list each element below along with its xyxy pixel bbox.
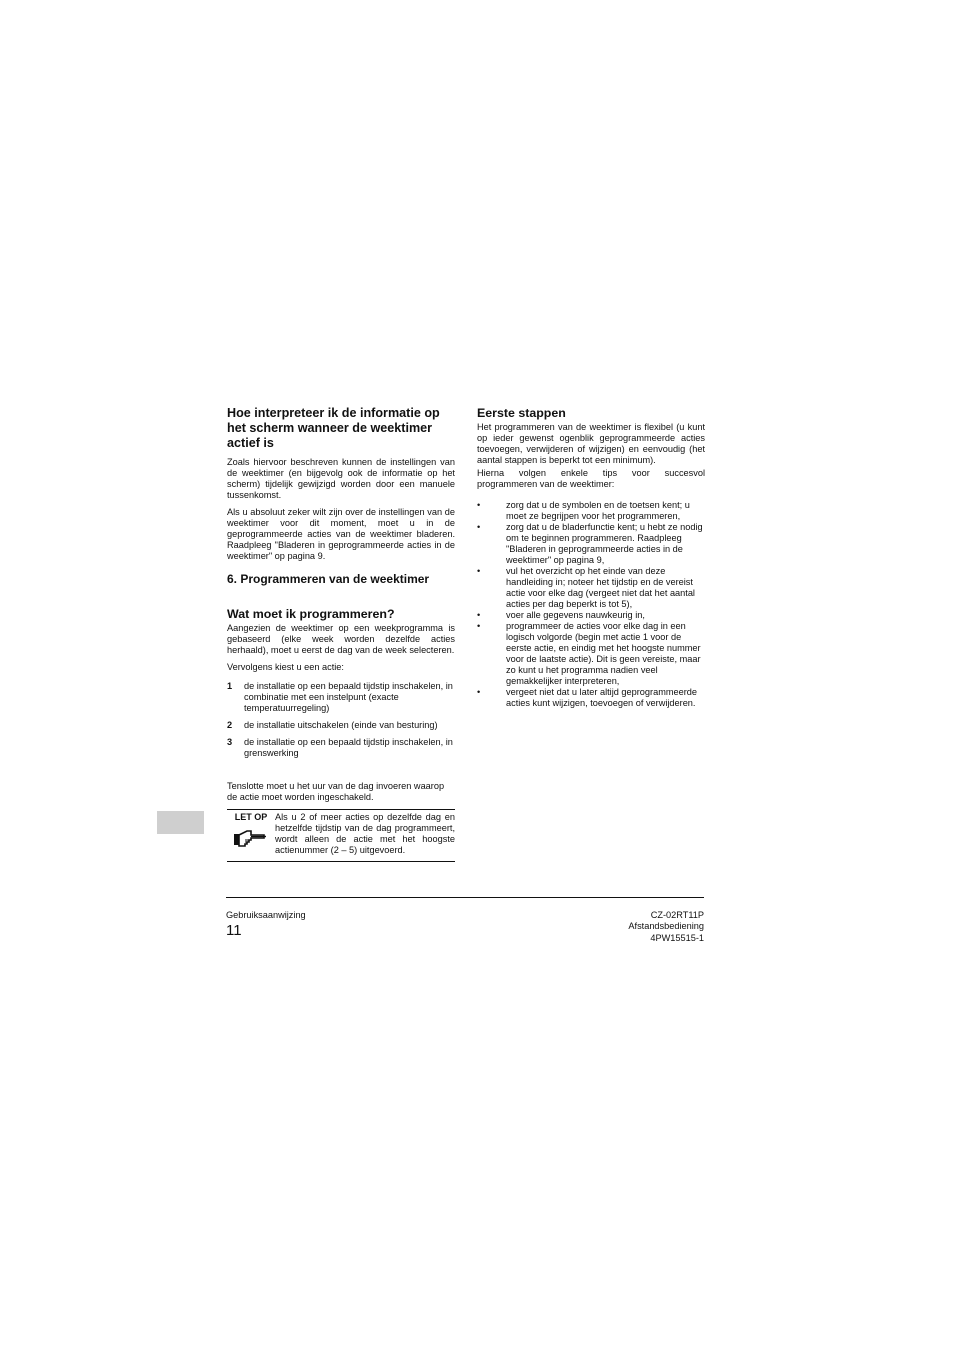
list-item <box>477 500 705 522</box>
note-label-group <box>227 812 275 856</box>
item-text: de installatie uitschakelen (einde van besturing) <box>244 720 438 730</box>
item-text: vergeet niet dat u later altijd geprogrammeerde acties kunt wijzigen, toevoegen of verwijderen. <box>506 687 698 708</box>
footer-divider <box>226 897 704 898</box>
item-text: vul het overzicht op het einde van deze handleiding in; noteer het tijdstip en de vereist actie voor elke dag (vergeet niet dat het aantal acties per dag beperkt is tot 5), <box>506 566 695 609</box>
left-column <box>227 406 455 862</box>
item-number: 1 <box>227 681 233 691</box>
list-item <box>477 610 705 621</box>
tips-list <box>477 500 705 709</box>
paragraph: Het programmeren van de weektimer is flexibel (u kunt op ieder gewenst ogenblik geprogrammeerde acties toevoegen, verwijderen of wijzigen) en eenvoudig (het aantal stappen is beperkt tot een minimum). <box>477 422 705 465</box>
document-code: 4PW15515-1 <box>650 932 704 943</box>
item-number: 3 <box>227 737 233 747</box>
bullet: • <box>477 500 481 510</box>
product-name: Afstandsbediening <box>628 921 704 932</box>
item-text: zorg dat u de symbolen en de toetsen kent; u moet ze begrijpen voor het programmeren, <box>506 500 690 521</box>
list-item <box>477 621 705 687</box>
item-text: programmeer de acties voor elke dag in een logisch volgorde (begin met actie 1 voor de eerste actie, en eindig met het hoogste nummer voor de laatste actie). Dit is geen vereiste, maar zo kunt u het programma nadien veel gemakkelijker interpreteren, <box>506 621 701 686</box>
list-item <box>477 522 705 566</box>
heading-what-to-program: Wat moet ik programmeren? <box>227 607 395 621</box>
note-label: LET OP <box>234 812 268 822</box>
bullet: • <box>477 566 481 576</box>
right-column <box>477 406 705 709</box>
list-item <box>227 681 455 714</box>
footer-left <box>226 910 306 940</box>
chapter-tab <box>157 811 204 834</box>
section-title: 6. Programmeren van de weektimer <box>227 572 430 586</box>
bullet: • <box>477 610 481 620</box>
paragraph: Vervolgens kiest u een actie: <box>227 662 344 672</box>
list-item <box>227 737 455 759</box>
item-text: de installatie op een bepaald tijdstip inschakelen, in grenswerking <box>244 737 453 758</box>
paragraph: Hierna volgen enkele tips voor succesvol programmeren van de weektimer: <box>477 468 705 489</box>
item-text: de installatie op een bepaald tijdstip inschakelen, in combinatie met een instelpunt (exacte temperatuurregeling) <box>244 681 453 713</box>
bullet: • <box>477 687 481 697</box>
paragraph: Als u absoluut zeker wilt zijn over de instellingen van de weektimer voor dit moment, moet u in de geprogrammeerde acties van de weektimer bladeren. Raadpleeg "Bladeren in geprogrammeerde acties in de weektimer" op pagina 9. <box>227 507 455 561</box>
footer-right <box>560 910 704 944</box>
list-item <box>477 687 705 709</box>
model-number: CZ-02RT11P <box>650 910 704 920</box>
heading-interpret: Hoe interpreteer ik de informatie op het scherm wanneer de weektimer actief is <box>227 406 440 450</box>
item-text: zorg dat u de bladerfunctie kent; u hebt ze nodig om te beginnen programmeren. Raadpleeg "Bladeren in geprogrammeerde acties in de weektimer" op pagina 9, <box>506 522 703 565</box>
paragraph: Tenslotte moet u het uur van de dag invoeren waarop de actie moet worden ingeschakeld. <box>227 781 445 802</box>
paragraph: Aangezien de weektimer op een weekprogramma is gebaseerd (elke week worden dezelfde acties herhaald), moet u eerst de dag van de week selecteren. <box>227 623 455 655</box>
note-text: Als u 2 of meer acties op dezelfde dag en hetzelfde tijdstip van de dag programmeert, wordt alleen de actie met het hoogste actienummer (2 – 5) uitgevoerd. <box>275 812 455 855</box>
footer-label: Gebruiksaanwijzing <box>226 910 306 920</box>
paragraph: Zoals hiervoor beschreven kunnen de instellingen van de weektimer (en bijgevolg ook de informatie op het scherm) tijdelijk gewijzigd worden door een manuele tussenkomst. <box>227 457 455 500</box>
list-item <box>227 720 455 731</box>
list-item <box>477 566 705 610</box>
action-list <box>227 681 455 759</box>
heading-first-steps: Eerste stappen <box>477 406 566 420</box>
item-number: 2 <box>227 720 233 730</box>
bullet: • <box>477 522 481 532</box>
pointing-hand-icon <box>233 828 269 850</box>
item-text: voer alle gegevens nauwkeurig in, <box>506 610 645 620</box>
note-box <box>227 809 455 862</box>
bullet: • <box>477 621 481 631</box>
page-number: 11 <box>226 922 242 939</box>
